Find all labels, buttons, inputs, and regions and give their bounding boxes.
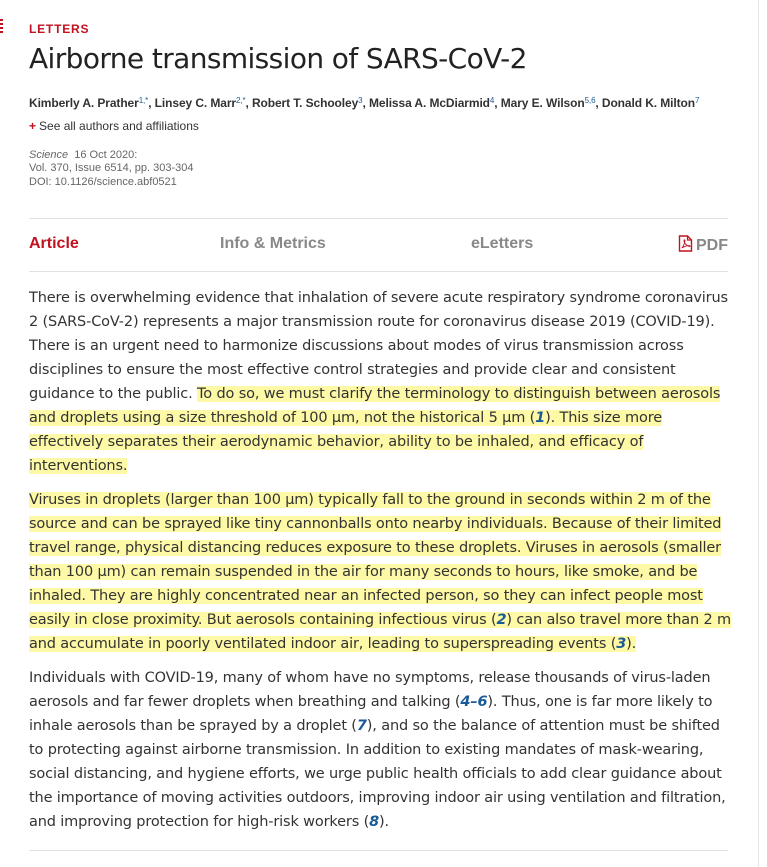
bottom-divider [29,850,728,851]
tab-article[interactable]: Article [29,235,79,252]
reference-link[interactable]: 8 [369,814,380,830]
author-name[interactable]: Robert T. Schooley [251,96,359,110]
reference-link[interactable]: 7 [356,718,367,734]
author-affiliation[interactable]: 4 [489,96,495,105]
paragraph-text: ). [379,814,389,830]
pdf-icon [678,235,693,257]
author-affiliation[interactable]: 5,6 [584,96,596,105]
volume-info: Vol. 370, Issue 6514, pp. 303-304 [29,162,194,175]
article-body [29,286,733,844]
plus-icon: + [29,119,37,133]
author-name[interactable]: Kimberly A. Prather [29,96,139,110]
citation-block [29,149,194,189]
section-label: LETTERS [29,22,90,36]
tab-eletters[interactable]: eLetters [471,235,534,252]
paragraph-text: ). Thus, one is far more likely to inhale aerosols than be sprayed by a droplet ( [29,694,713,734]
article-title: Airborne transmission of SARS-CoV-2 [29,42,527,75]
author-affiliation[interactable]: 3 [358,96,363,105]
author-list: Kimberly A. Prather$^{1,*}$, Linsey C. Marr$^{2,*}$, Robert T. Schooley$^3$, Melissa A. McDiarmid$^4$, Mary E. Wilson$^{5,6}$, Donald K. Milton$^7$ [29,96,700,110]
pdf-button[interactable] [678,235,728,257]
paragraph-1 [29,286,733,478]
reference-link[interactable]: 4 [460,694,471,710]
reference-dash: – [470,694,478,710]
paragraph-text: To do so, we must clarify the terminology to distinguish between aerosols and droplets using a size threshold of 100 μm, not the historical 5 μm ( [29,386,721,426]
author-affiliation[interactable]: 2,* [235,96,246,105]
reference-link[interactable]: 3 [616,636,627,652]
doi: DOI: 10.1126/science.abf0521 [29,175,177,188]
author-name[interactable]: Melissa A. McDiarmid [368,96,490,110]
paragraph-3 [29,666,733,834]
see-all-authors-link[interactable] [29,119,199,133]
author-name[interactable]: Donald K. Milton [601,96,695,110]
right-divider [758,0,759,867]
journal-name: Science [29,149,69,161]
see-all-label: See all authors and affiliations [39,119,199,133]
pdf-label: PDF [696,237,728,254]
paragraph-text: ). This size more effectively separates their aerodynamic behavior, ability to be inhaled, and efficacy of interventions. [29,410,662,474]
paragraph-text: ) can also travel more than 2 m and accumulate in poorly ventilated indoor air, leading to superspreading events ( [29,612,732,652]
reference-link[interactable]: 6 [477,694,488,710]
menu-edge-icon[interactable] [0,19,3,33]
publication-date: 16 Oct 2020: [74,149,138,161]
reference-link[interactable]: 2 [496,612,507,628]
author-name[interactable]: Linsey C. Marr [154,96,236,110]
paragraph-text: ). [626,636,637,652]
author-name[interactable]: Mary E. Wilson [500,96,585,110]
paragraph-text: There is overwhelming evidence that inhalation of severe acute respiratory syndrome coronavirus 2 (SARS-CoV-2) represents a major transmission route for coronavirus disease 2019 (COVID-19). There is an urgent need to harmonize discussions about modes of virus transmission across disciplines to ensure the most effective control strategies and provide clear and consistent guidance to the public. [29,290,728,402]
paragraph-2 [29,488,733,656]
author-affiliation[interactable]: 1,* [138,96,149,105]
reference-link[interactable]: 1 [535,410,546,426]
author-affiliation[interactable]: 7 [694,96,700,105]
paragraph-text: Viruses in droplets (larger than 100 μm) typically fall to the ground in seconds within 2 m of the source and can be sprayed like tiny cannonballs onto nearby individuals. Because of their limited travel range, physical distancing reduces exposure to these droplets. Viruses in aerosols (smaller than 100 μm) can remain suspended in the air for many seconds to hours, like smoke, and be inhaled. They are highly concentrated near an infected person, so they can infect people most easily in close proximity. But aerosols containing infectious virus ( [29,492,722,628]
paragraph-text: Individuals with COVID-19, many of whom have no symptoms, release thousands of virus-laden aerosols and far fewer droplets when breathing and talking ( [29,670,711,710]
tab-info-metrics[interactable]: Info & Metrics [220,235,326,252]
article-tabs [29,218,728,272]
highlighted-text [29,492,731,652]
paragraph-text: ), and so the balance of attention must be shifted to protecting against airborne transmission. In addition to existing mandates of mask-wearing, social distancing, and hygiene efforts, we urge public health officials to add clear guidance about the importance of moving activities outdoors, improving indoor air using ventilation and filtration, and improving protection for high-risk workers ( [29,718,726,830]
